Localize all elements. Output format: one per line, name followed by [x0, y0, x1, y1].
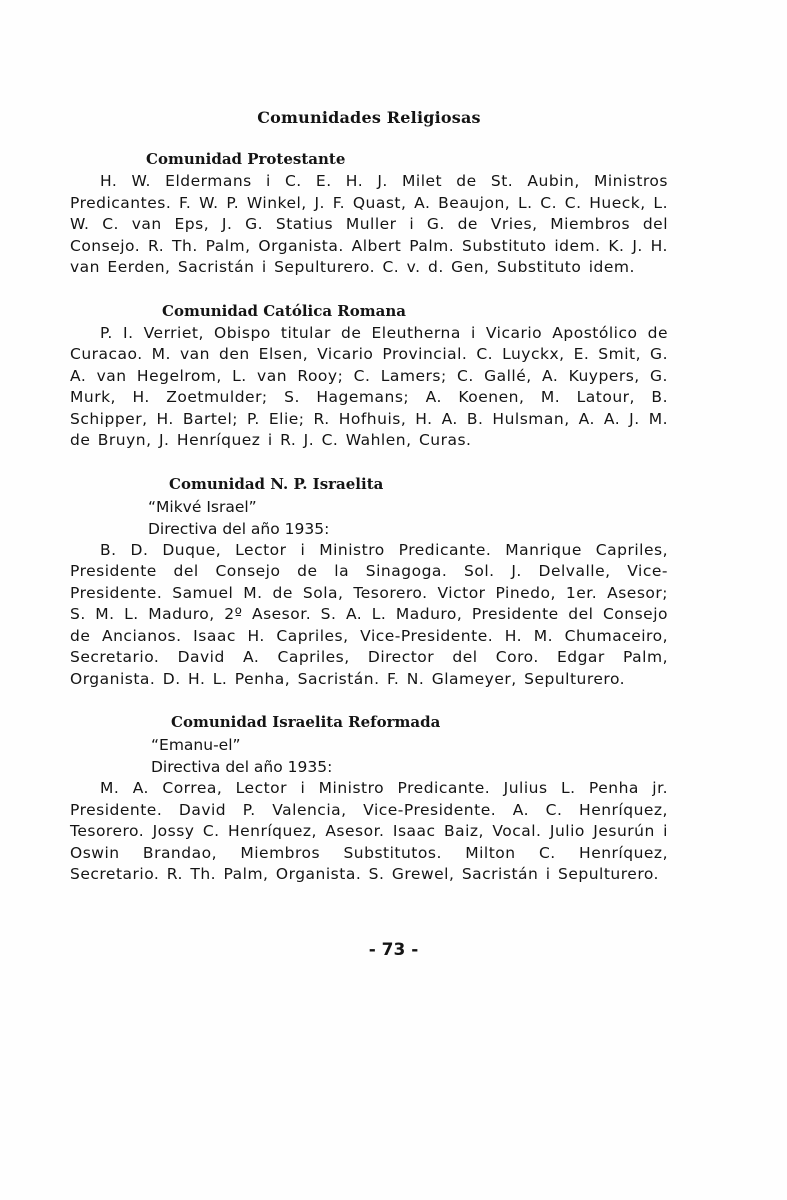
section-israelita: [70, 474, 668, 691]
section-heading-catolica: Comunidad Católica Romana: [162, 301, 406, 320]
section-heading-reformada: Comunidad Israelita Reformada: [171, 713, 441, 731]
section-body-protestante: H. W. Eldermans i C. E. H. J. Milet de St. Aubin, Ministros Predicantes. F. W. P. Winkel, J. F. Quast, A. Beaujon, L. C. C. Hueck, L. W. C. van Eps, J. G. Statius Muller i G. de Vries, Miembros del Consejo. R. Th. Palm, Organista. Albert Palm. Substituto idem. K. J. H. van Eerden, Sacristán i Sepulturero. C. v. d. Gen, Substituto idem.: [70, 172, 668, 276]
section-body-catolica: P. I. Verriet, Obispo titular de Eleutherna i Vicario Apostólico de Curacao. M. van den Elsen, Vicario Provincial. C. Luyckx, E. Smit, G. A. van Hegelrom, L. van Rooy; C. Lamers; C. Gallé, A. Kuypers, G. Murk, H. Zoetmulder; S. Hagemans; A. Koenen, M. Latour, B. Schipper, H. Bartel; P. Elie; R. Hofhuis, H. A. B. Hulsman, A. A. J. M. de Bruyn, J. Henríquez i R. J. C. Wahlen, Curas.: [70, 323, 668, 449]
page-number: - 73 -: [368, 940, 419, 960]
page-title: Comunidades Religiosas: [257, 108, 481, 127]
board-year-reformada: Directiva del año 1935:: [151, 758, 333, 776]
section-heading-protestante: Comunidad Protestante: [146, 150, 346, 168]
congregation-name-israelita: “Mikvé Israel”: [148, 497, 257, 516]
section-body-reformada: M. A. Correa, Lector i Ministro Predicante. Julius L. Penha jr. Presidente. David P. Valencia, Vice-Presidente. A. C. Henríquez, Tesorero. Jossy C. Henríquez, Asesor. Isaac Baiz, Vocal. Julio Jesurún i Oswin Brandao, Miembros Substitutos. Milton C. Henríquez, Secretario. R. Th. Palm, Organista. S. Grewel, Sacristán i Sepulturero.: [70, 779, 668, 883]
congregation-name-reformada: “Emanu-el”: [151, 736, 241, 754]
section-reformada: [70, 712, 668, 886]
section-protestante: [70, 149, 668, 279]
section-body-israelita: B. D. Duque, Lector i Ministro Predicante. Manrique Capriles, Presidente del Consejo de la Sinagoga. Sol. J. Delvalle, Vice-Presidente. Samuel M. de Sola, Tesorero. Victor Pinedo, 1er. Asesor; S. M. L. Maduro, 2º Asesor. S. A. L. Maduro, Presidente del Consejo de Ancianos. Isaac H. Capriles, Vice-Presidente. H. M. Chumaceiro, Secretario. David A. Capriles, Director del Coro. Edgar Palm, Organista. D. H. L. Penha, Sacristán. F. N. Glameyer, Sepulturero.: [70, 540, 668, 688]
text-block: [70, 100, 668, 908]
section-heading-israelita: Comunidad N. P. Israelita: [169, 474, 384, 493]
board-year-israelita: Directiva del año 1935:: [148, 519, 330, 538]
section-catolica: [70, 301, 668, 452]
